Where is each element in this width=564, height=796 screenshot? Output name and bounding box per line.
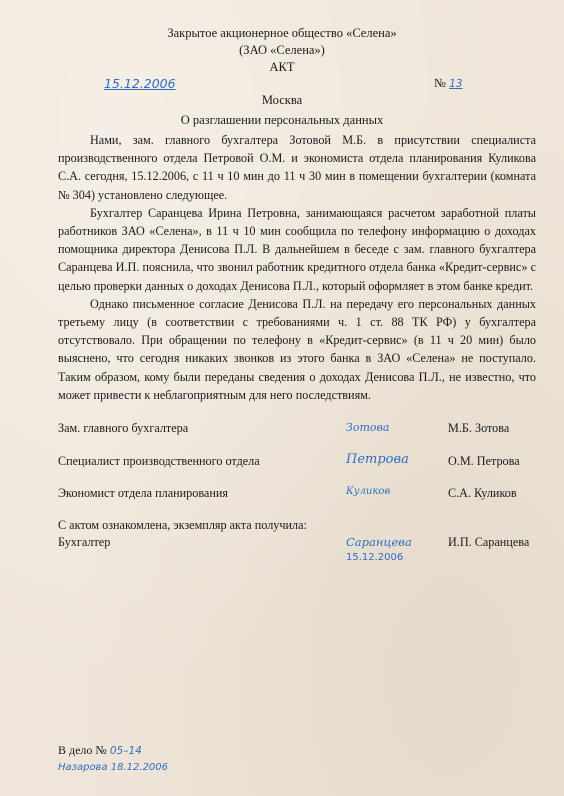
org-name: Закрытое акционерное общество «Селена» (167, 26, 397, 40)
document-number-row (434, 76, 462, 91)
acknowledger-name: И.П. Саранцева (448, 535, 530, 549)
clerk-note: Назарова 18.12.2006 (58, 762, 169, 773)
document-subject: О разглашении персональных данных (180, 113, 384, 127)
signer-role: Зам. главного бухгалтера (58, 421, 189, 435)
handwritten-signature: Куликов (346, 486, 391, 497)
signer-name: М.Б. Зотова (448, 421, 510, 435)
document-city: Москва (261, 93, 303, 107)
number-sign: № (434, 76, 446, 90)
body-paragraph: Однако письменное согласие Денисова П.Л. на передачу его персональных данных третьему лицу (в соответствии с требованиями ч. 1 ст. 88 ТК РФ) у бухгалтера отсутствовало. При обращении по телефону в «Кредит-сервис» (в 11 ч 20 мин) было выяснено, что сегодня никаких звонков из этого банка в ЗАО «Селена» не поступало. Таким образом, кому были переданы сведения о доходах Денисова П.Л., не известно, что может привести к неблагоприятным для него последствиям. (58, 296, 536, 402)
file-number: 05–14 (109, 745, 142, 757)
acknowledgement-text: С актом ознакомлена, экземпляр акта получила: (58, 518, 307, 532)
signer-name: О.М. Петрова (448, 454, 520, 468)
signer-role: Экономист отдела планирования (58, 486, 228, 500)
org-short-name: (ЗАО «Селена») (239, 43, 325, 57)
signer-name: С.А. Куликов (448, 486, 517, 500)
file-label: В дело № (58, 743, 107, 757)
document-date: 15.12.2006 (104, 76, 176, 91)
signer-role: Специалист производственного отдела (58, 454, 260, 468)
file-reference (58, 743, 142, 758)
body-paragraph: Бухгалтер Саранцева Ирина Петровна, занимающаяся расчетом заработной платы работников ЗАО «Селена», в 11 ч 10 мин сообщила по телефону информацию о доходах помощника директора Денисова П.Л. В дальнейшем в беседе с зам. главного бухгалтера Саранцева И.П. пояснила, что звонил работник кредитного отдела банка «Кредит-сервис» с целью проверки данных о доходах Денисова П.Л., который оформляет в этом банке кредит. (58, 205, 536, 293)
body-paragraph: Нами, зам. главного бухгалтера Зотовой М.Б. в присутствии специалиста производственного отдела Петровой О.М. и экономиста отдела планирования Куликова С.А. сегодня, 15.12.2006, с 11 ч 10 мин до 11 ч 30 мин в помещении бухгалтерии (комната № 304) установлено следующее. (58, 133, 536, 202)
document-number: 13 (449, 78, 463, 90)
handwritten-signature: Саранцева (346, 535, 412, 549)
handwritten-signature: Петрова (346, 452, 409, 467)
handwritten-signature: Зотова (346, 421, 390, 434)
document-type: АКТ (269, 60, 295, 74)
acknowledgement-date: 15.12.2006 (346, 552, 404, 563)
acknowledger-role: Бухгалтер (58, 535, 111, 549)
document-body (58, 131, 536, 404)
